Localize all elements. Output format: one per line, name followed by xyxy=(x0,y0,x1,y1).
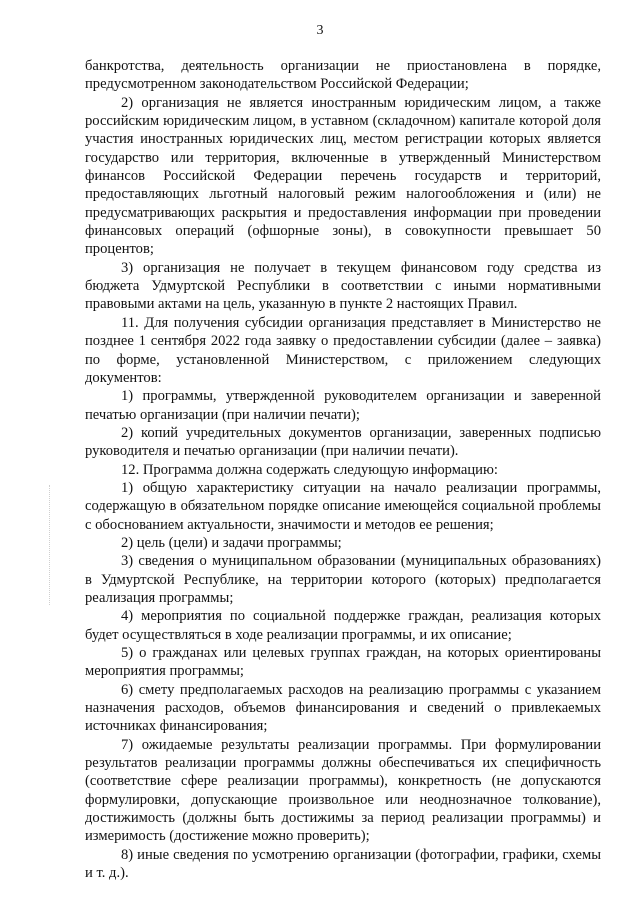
paragraph-clause-12-item-5: 5) о гражданах или целевых группах граждан, на которых ориентированы мероприятия программы; xyxy=(85,645,601,680)
paragraph-item-2-not-foreign-entity: 2) организация не является иностранным юридическим лицом, а также российским юридическим лицом, в уставном (складочном) капитале которой доля участия иностранных юридических лиц, местом регистрации которых является государство или территория, включенные в утвержденный Министерством финансов Российской Федерации перечень государств и территорий, предоставляющих льготный налоговый режим налогообложения и (или) не предусматривающих раскрытия и предоставления информации при проведении финансовых операций (офшорные зоны), в совокупности превышает 50 процентов; xyxy=(85,94,601,258)
paragraph-clause-12-item-2: 2) цель (цели) и задачи программы; xyxy=(121,534,342,551)
paragraph-clause-11-item-2: 2) копий учредительных документов организации, заверенных подписью руководителя и печатью организации (при наличии печати). xyxy=(85,424,601,460)
paragraph-clause-11: 11. Для получения субсидии организация представляет в Министерство не позднее 1 сентября 2022 года заявку о предоставлении субсидии (далее – заявка) по форме, установленной Министерством, с приложением следующих документов: xyxy=(85,314,601,386)
paragraph-clause-12-item-8: 8) иные сведения по усмотрению организации (фотографии, графики, схемы и т. д.). xyxy=(85,846,601,882)
paragraph-item-3-no-budget-funds: 3) организация не получает в текущем финансовом году средства из бюджета Удмуртской Республики в соответствии с иными нормативными правовыми актами на цель, указанную в пункте 2 настоящих Правил. xyxy=(85,259,601,313)
paragraph-clause-12-item-4: 4) мероприятия по социальной поддержке граждан, реализация которых будет осуществляться в ходе реализации программы, и их описание; xyxy=(85,608,601,643)
paragraph-clause-12: 12. Программа должна содержать следующую информацию: xyxy=(121,461,498,478)
paragraph-clause-11-item-1: 1) программы, утвержденной руководителем организации и заверенной печатью организации (при наличии печати); xyxy=(85,388,601,423)
page-number: 3 xyxy=(316,23,324,38)
paragraph-clause-12-item-7: 7) ожидаемые результаты реализации программы. При формулировании результатов реализации программы должны обеспечиваться их специфичность (соответствие сфере реализации программы), конкретность (не допускаются формулировки, допускающие произвольное или неоднозначное толкование), достижимость (должны быть достижимы за период реализации программы) и измеримость (достижение можно проверить); xyxy=(85,736,601,845)
paragraph-clause-12-item-6: 6) смету предполагаемых расходов на реализацию программы с указанием назначения расходов, объемов финансирования и сведений о привлекаемых источниках финансирования; xyxy=(85,681,601,735)
paragraph-clause-12-item-1: 1) общую характеристику ситуации на начало реализации программы, содержащую в обязательном порядке описание имеющейся социальной проблемы с обоснованием актуальности, значимости и методов ее решения; xyxy=(85,479,601,533)
paragraph-continuation-bankruptcy: банкротства, деятельность организации не приостановлена в порядке, предусмотренном законодательством Российской Федерации; xyxy=(85,58,601,93)
margin-scan-mark xyxy=(49,485,51,605)
paragraph-clause-12-item-3: 3) сведения о муниципальном образовании (муниципальных образованиях) в Удмуртской Республике, на территории которого (которых) предполагается реализация программы; xyxy=(85,553,601,606)
document-body xyxy=(85,57,601,882)
